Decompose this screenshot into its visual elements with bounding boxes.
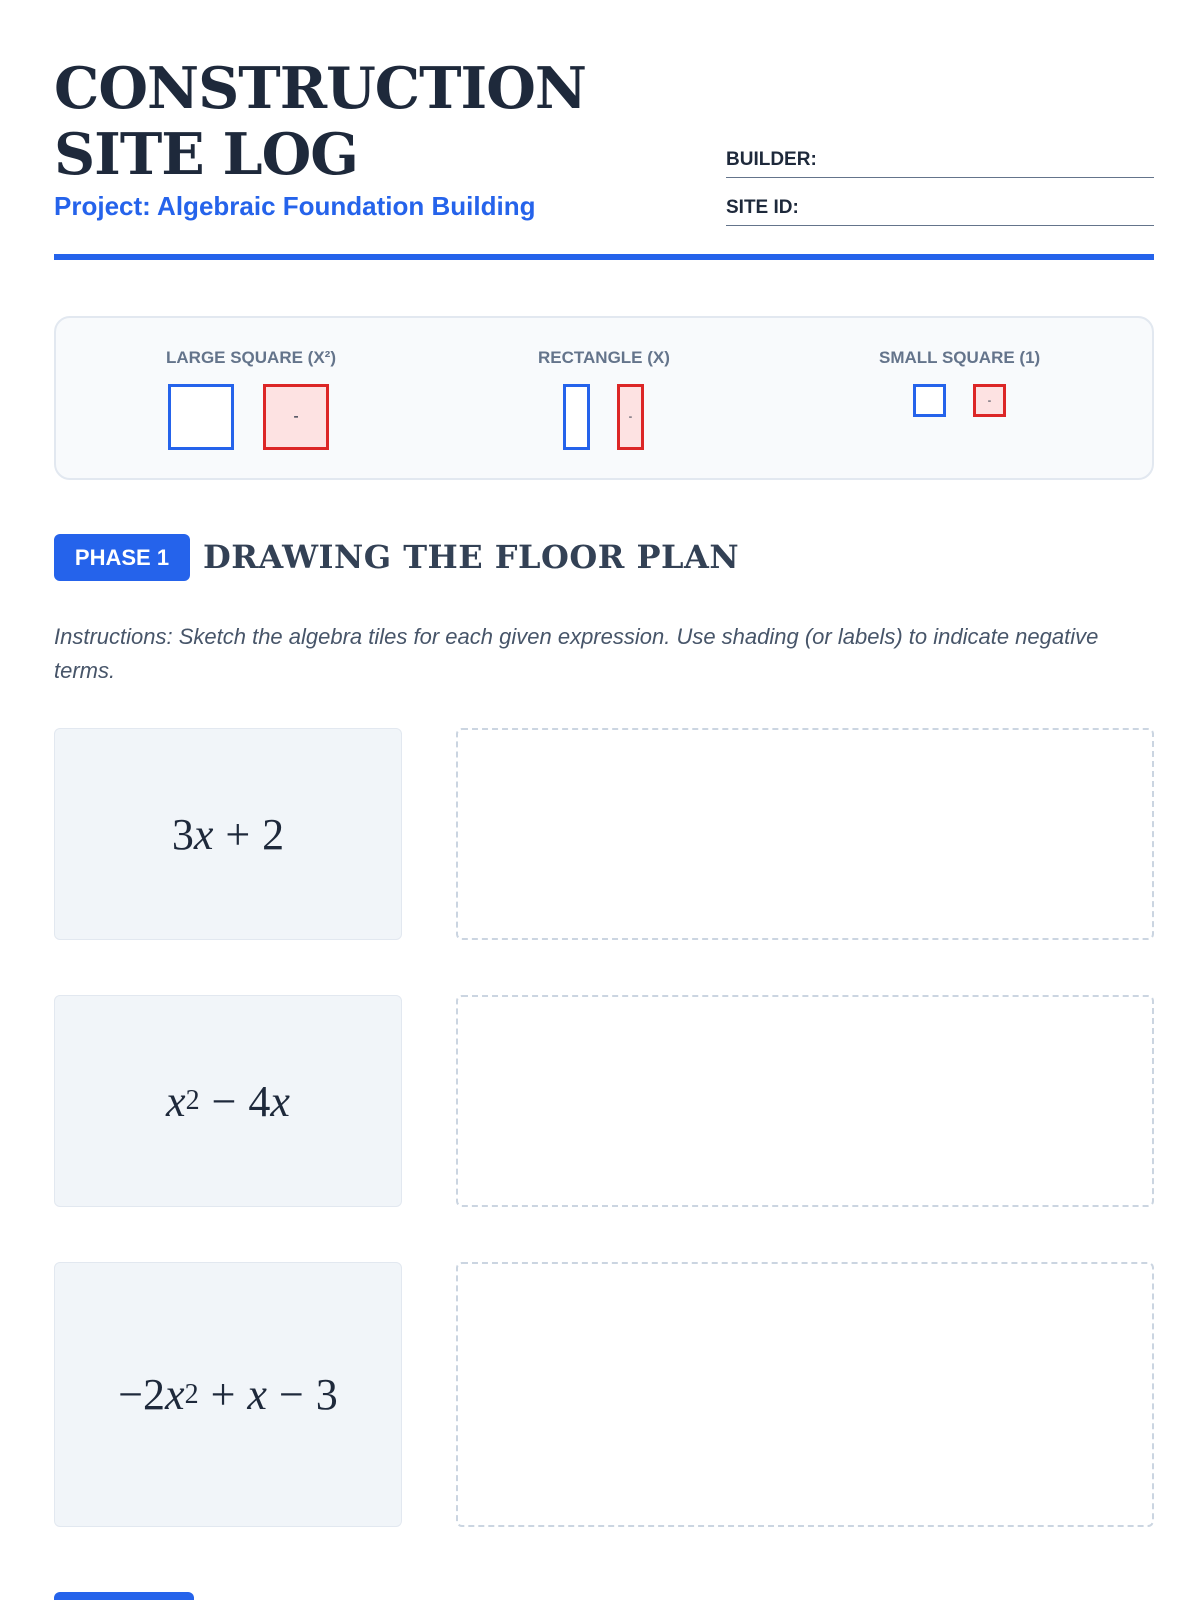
expression-operator: + (210, 1370, 236, 1419)
expression-card-3: − 2 x 2 + x − 3 (54, 1262, 402, 1527)
project-subtitle: Project: Algebraic Foundation Building (54, 191, 536, 221)
sketch-area-1[interactable] (456, 728, 1154, 940)
rectangle-positive-tile (563, 384, 590, 450)
expression-variable: x (193, 809, 214, 859)
legend-rectangle-label: RECTANGLE (X) (538, 348, 670, 367)
instructions-text: Instructions: Sketch the algebra tiles for each given expression. Use shading (or labels) to indicate negative terms. (54, 624, 1099, 683)
expression-coefficient: 3 (171, 809, 194, 859)
expression-coefficient: 2 (143, 1370, 166, 1419)
builder-label: BUILDER: (726, 149, 817, 170)
phase-title: DRAWING THE FLOOR PLAN (203, 538, 740, 576)
expression-constant: 3 (315, 1370, 338, 1419)
small-square-positive-tile (913, 384, 946, 417)
expression-operator: + (225, 809, 251, 859)
negative-mark: - (293, 408, 299, 425)
legend-small-square-label: SMALL SQUARE (1) (879, 348, 1041, 367)
expression-constant: 2 (262, 809, 285, 859)
header-divider (54, 254, 1154, 260)
negative-mark: - (987, 394, 992, 407)
expression-sign: − (118, 1370, 144, 1419)
rectangle-negative-tile (617, 384, 644, 450)
expression-variable: x (166, 1076, 186, 1126)
site-id-field[interactable] (726, 196, 1154, 226)
expression-operator: − (278, 1370, 304, 1419)
expression-card-2: x 2 − 4 x (54, 995, 402, 1207)
legend-large-square-label: LARGE SQUARE (X²) (166, 348, 336, 367)
sketch-area-3[interactable] (456, 1262, 1154, 1527)
large-square-negative-tile (263, 384, 329, 450)
expression-variable: x (165, 1370, 185, 1419)
small-square-negative-tile (973, 384, 1006, 417)
phase-badge: PHASE 1 (54, 534, 190, 581)
expression-variable: x (270, 1076, 290, 1126)
expression-card-1 (54, 728, 402, 940)
large-square-positive-tile (168, 384, 234, 450)
site-id-label: SITE ID: (726, 197, 799, 218)
expression-variable: x (247, 1370, 267, 1419)
expression-coefficient: 4 (248, 1076, 271, 1126)
sketch-area-2[interactable] (456, 995, 1154, 1207)
expression-operator: − (211, 1076, 237, 1126)
tile-legend (54, 316, 1154, 480)
page-title: CONSTRUCTION SITE LOG (54, 55, 586, 188)
negative-mark: - (628, 411, 633, 423)
next-phase-badge (54, 1592, 194, 1600)
builder-field[interactable] (726, 148, 1154, 178)
